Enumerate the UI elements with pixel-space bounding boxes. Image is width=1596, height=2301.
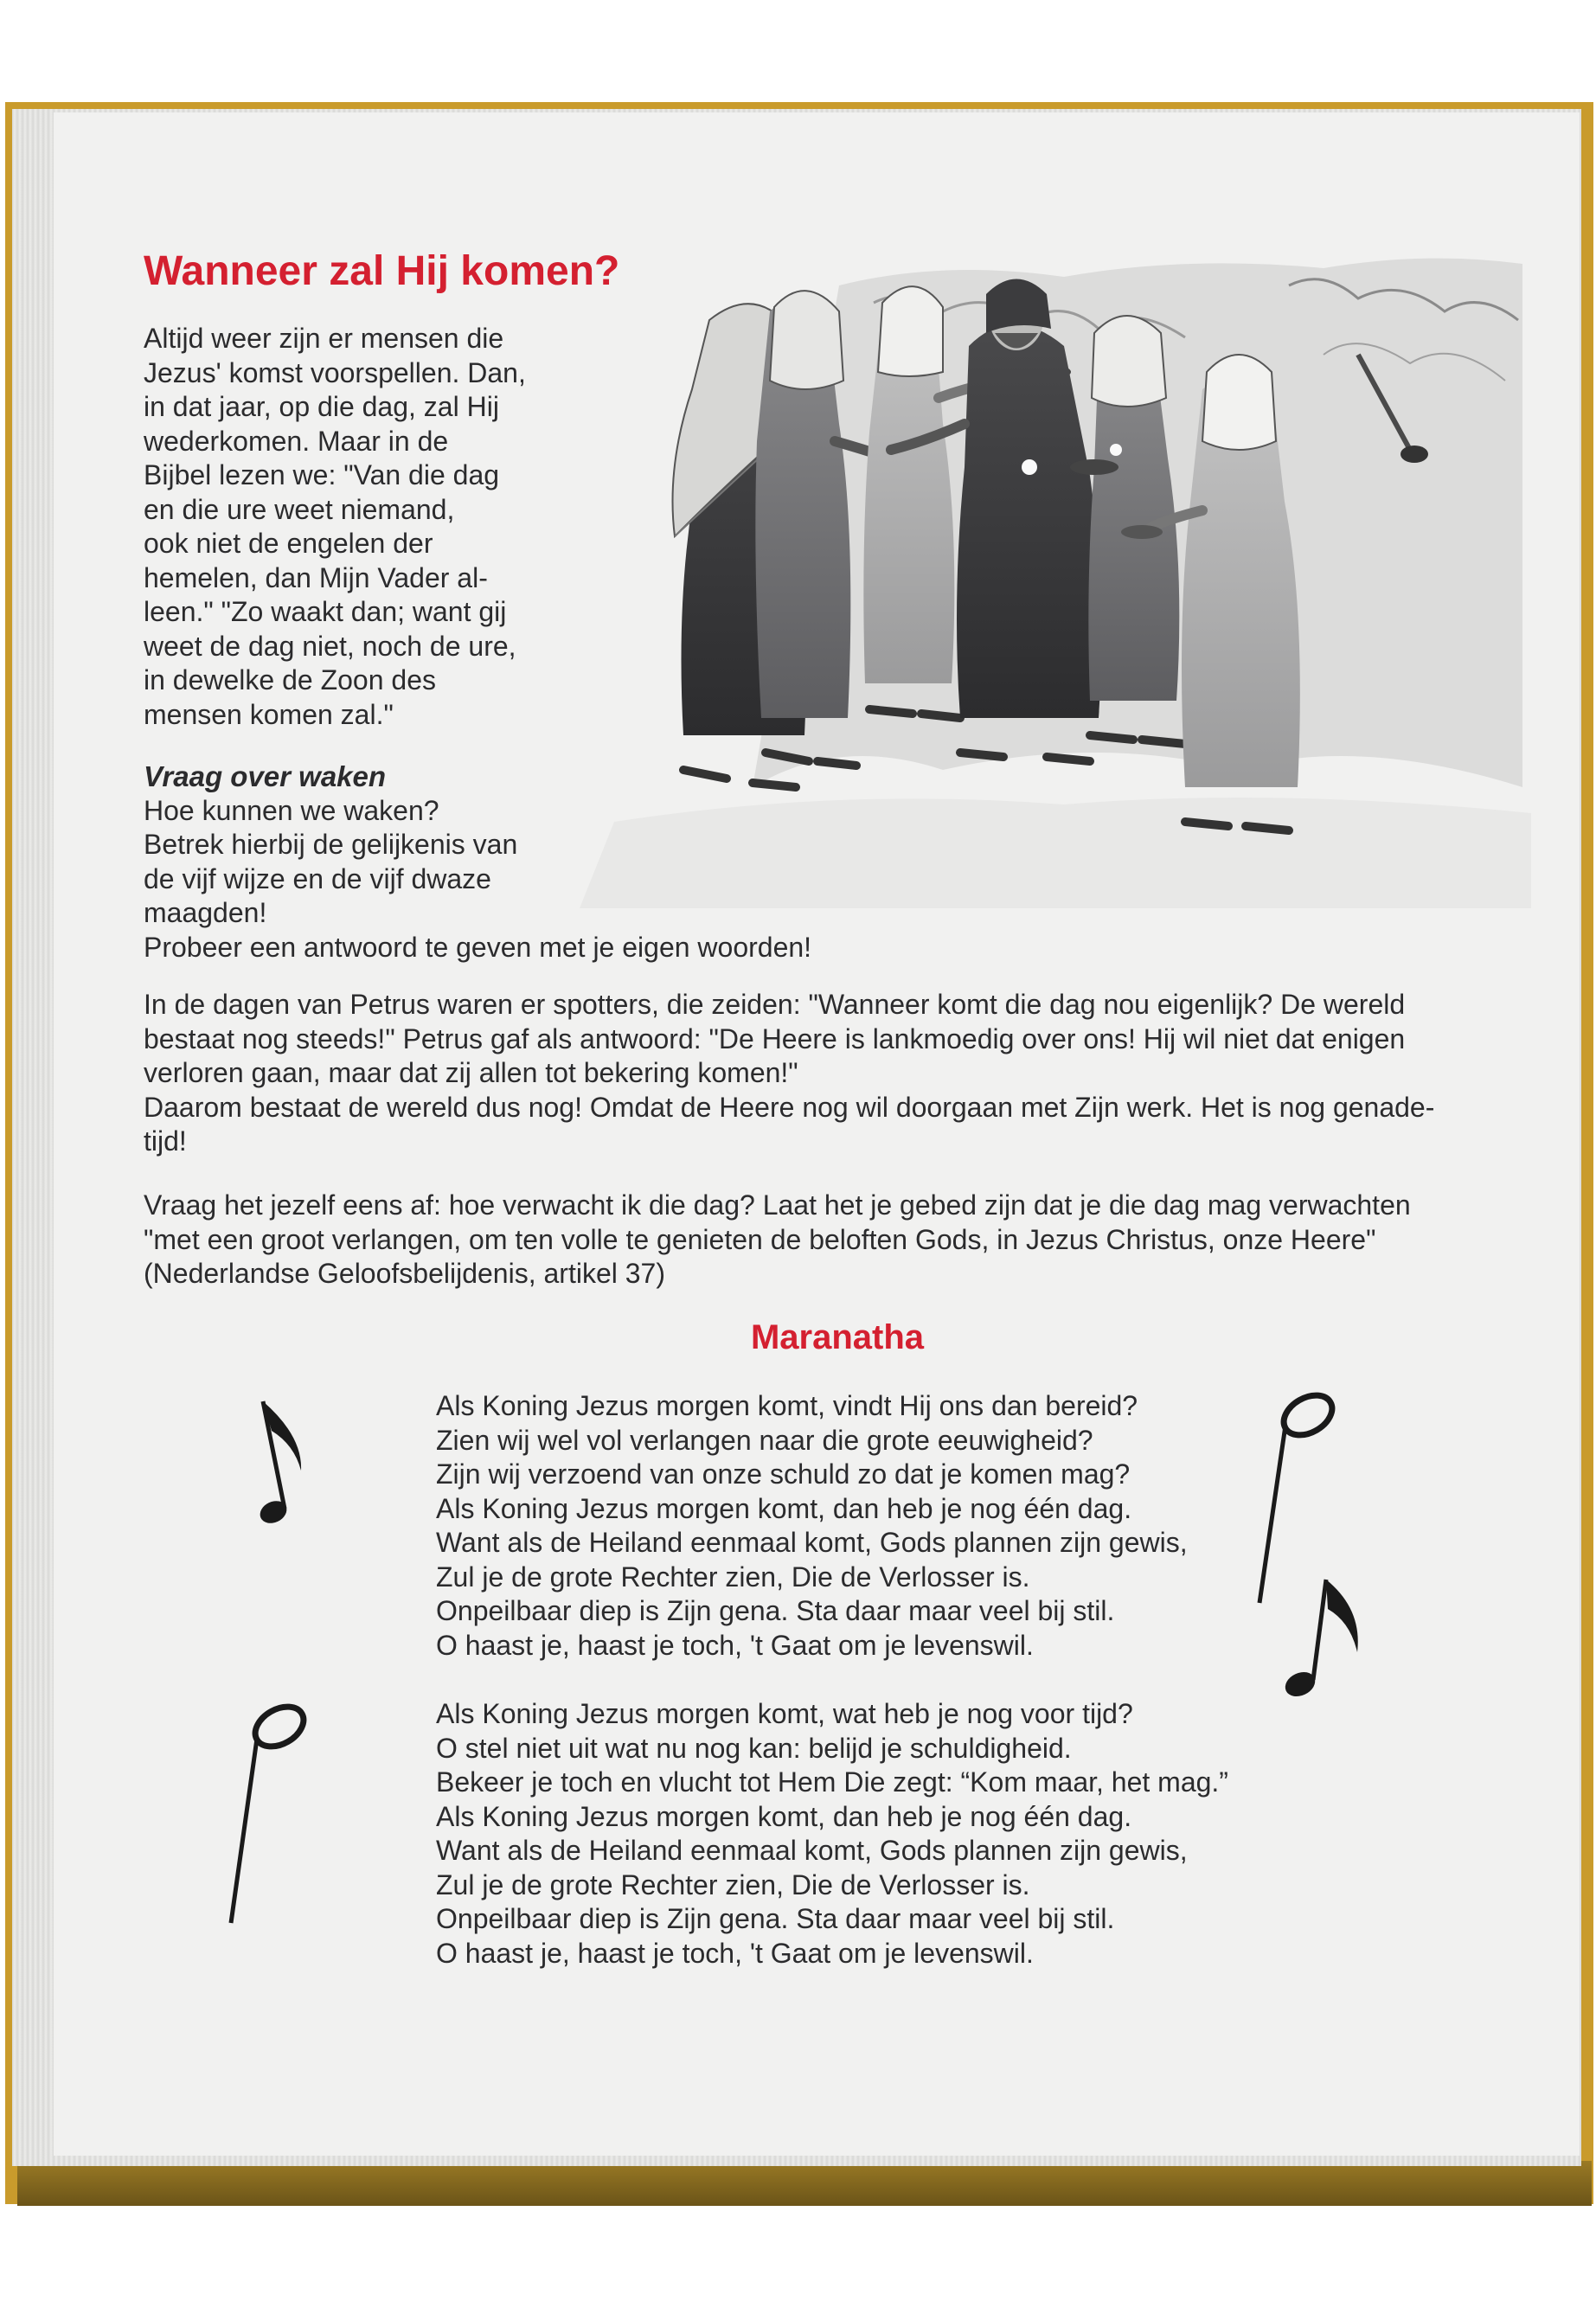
verse-line: Als Koning Jezus morgen komt, dan heb je nog één dag. [436,1492,1132,1524]
paragraph-reflection [144,1189,1519,1292]
book-cover-edge [17,2161,1592,2206]
verse-line: Als Koning Jezus morgen komt, wat heb je nog voor tijd? [436,1698,1133,1729]
question-line: de vijf wijze en de vijf dwaze [144,862,491,894]
verse-line: O haast je, haast je toch, 't Gaat om je levenswil. [436,1937,1034,1969]
verse-line: Zul je de grote Rechter zien, Die de Verlosser is. [436,1868,1030,1900]
paragraph-line: tijd! [144,1125,187,1157]
page-title: Wanneer zal Hij komen? [144,248,620,294]
intro-line: in dewelke de Zoon des [144,664,436,695]
half-note-icon [1246,1382,1349,1607]
verse-line: Onpeilbaar diep is Zijn gena. Sta daar maar veel bij stil. [436,1903,1115,1934]
paragraph-line: Vraag het jezelf eens af: hoe verwacht ik die dag? Laat het je gebed zijn dat je die dag mag verwachten [144,1189,1411,1221]
verse-line: Bekeer je toch en vlucht tot Hem Die zegt: “Kom maar, het mag.” [436,1766,1228,1798]
verse-line: Zul je de grote Rechter zien, Die de Verlosser is. [436,1561,1030,1593]
verse-line: Als Koning Jezus morgen komt, vindt Hij ons dan bereid? [436,1390,1138,1421]
intro-line: Bijbel lezen we: "Van die dag [144,459,500,490]
eighth-note-icon [1276,1574,1371,1704]
intro-line: leen." "Zo waakt dan; want gij [144,596,507,627]
verse-line: Onpeilbaar diep is Zijn gena. Sta daar maar veel bij stil. [436,1595,1115,1626]
verse-line: O haast je, haast je toch, 't Gaat om je levenswil. [436,1629,1034,1661]
intro-line: mensen komen zal." [144,698,394,730]
verse-line: Want als de Heiland eenmaal komt, Gods plannen zijn gewis, [436,1835,1188,1866]
paragraph-line: bestaat nog steeds!" Petrus gaf als antwoord: "De Heere is lankmoedig over ons! Hij wil niet dat enigen [144,1022,1406,1054]
verse-line: O stel niet uit wat nu nog kan: belijd je schuldigheid. [436,1732,1072,1764]
intro-line: hemelen, dan Mijn Vader al- [144,561,488,593]
intro-line: in dat jaar, op die dag, zal Hij [144,391,499,422]
song-verse-2 [436,1697,1344,1971]
intro-line: wederkomen. Maar in de [144,425,449,457]
verse-line: Want als de Heiland eenmaal komt, Gods plannen zijn gewis, [436,1527,1188,1558]
question-line: maagden! [144,897,267,928]
song-title: Maranatha [750,1318,925,1356]
intro-line: en die ure weet niemand, [144,493,455,525]
verse-line: Zien wij wel vol verlangen naar die grote eeuwigheid? [436,1424,1093,1456]
intro-text [144,322,593,732]
question-heading: Vraag over waken [144,760,387,792]
paragraph-line: verloren gaan, maar dat zij allen tot bekering komen!" [144,1057,798,1088]
question-line: Betrek hierbij de gelijkenis van [144,829,518,860]
verse-line: Als Koning Jezus morgen komt, dan heb je nog één dag. [436,1800,1132,1832]
paragraph-line: Daarom bestaat de wereld dus nog! Omdat de Heere nog wil doorgaan met Zijn werk. Het is nog genade- [144,1091,1435,1123]
question-line: Probeer een antwoord te geven met je eigen woorden! [144,931,812,963]
paragraph-line: "met een groot verlangen, om ten volle te genieten de beloften Gods, in Jezus Christus, onze Heere" [144,1223,1376,1255]
eighth-note-icon [251,1393,320,1531]
question-line: Hoe kunnen we waken? [144,794,439,826]
paragraph-line: (Nederlandse Geloofsbelijdenis, artikel 37) [144,1258,665,1289]
intro-line: ook niet de engelen der [144,528,433,559]
intro-line: weet de dag niet, noch de ure, [144,630,516,662]
paragraph-line: In de dagen van Petrus waren er spotters, die zeiden: "Wanneer komt die dag nou eigenlijk? De wereld [144,989,1406,1020]
intro-line: Altijd weer zijn er mensen die [144,323,504,354]
virgins-illustration [580,251,1531,908]
paragraph-petrus [144,988,1519,1159]
song-verse-1 [436,1389,1344,1663]
half-note-icon [221,1694,324,1927]
intro-line: Jezus' komst voorspellen. Dan, [144,356,526,388]
verse-line: Zijn wij verzoend van onze schuld zo dat je komen mag? [436,1458,1131,1490]
